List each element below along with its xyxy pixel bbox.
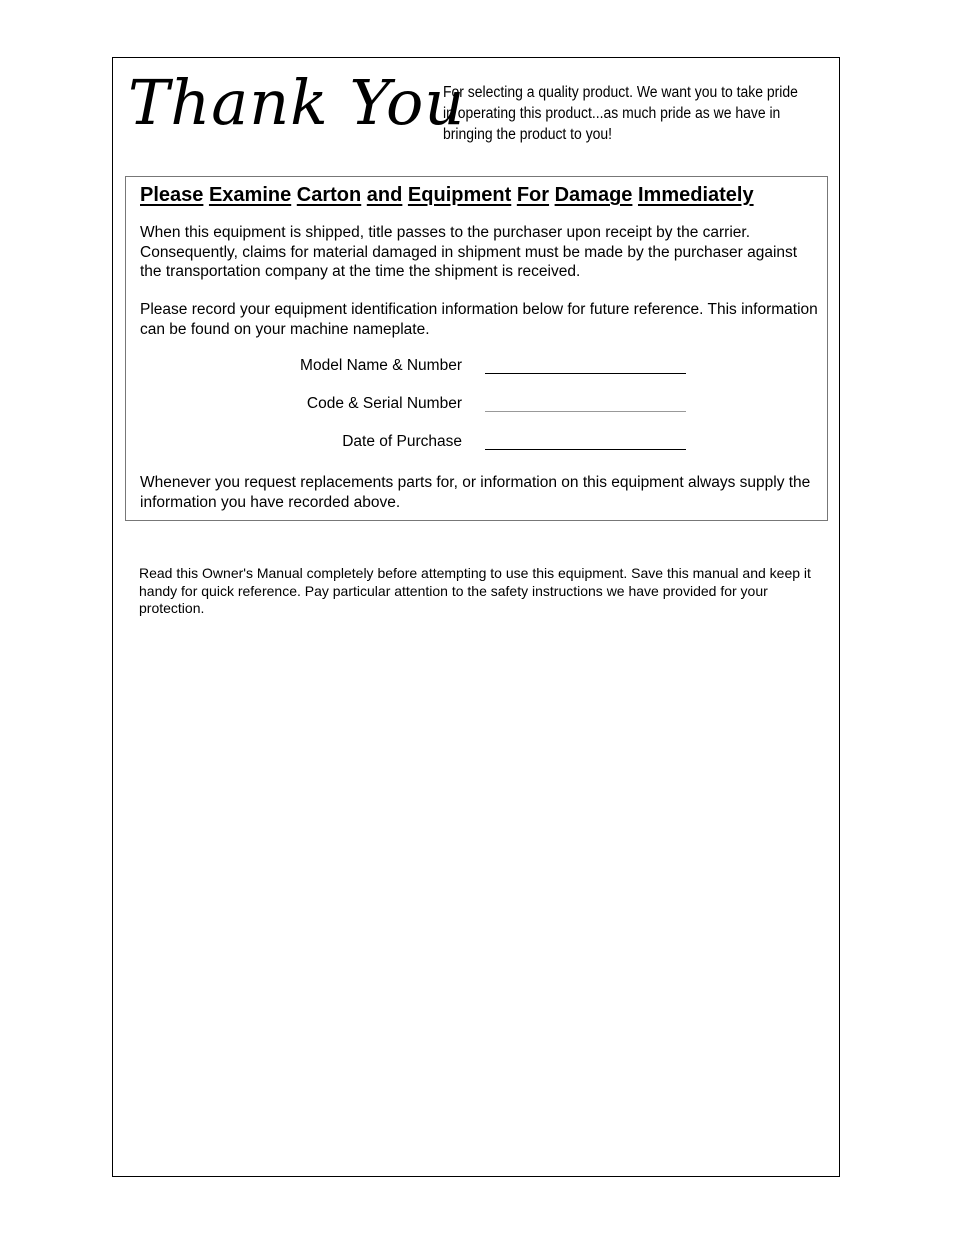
- heading-word: Equipment: [407, 184, 512, 206]
- heading-word: and: [366, 184, 403, 206]
- thank-you-title: Thank You: [128, 66, 466, 139]
- intro-text: For selecting a quality product. We want you to take pride in operating this product...as much pride as we have in bringing the product to you!: [443, 84, 798, 143]
- heading-word: Carton: [296, 184, 362, 206]
- heading-word: Damage: [554, 184, 633, 206]
- purchase-date-field-label: Date of Purchase: [342, 433, 462, 450]
- shipment-claims-paragraph: When this equipment is shipped, title passes to the purchaser upon receipt by the carrier. Consequently, claims for material damaged in shipment must be made by the purchaser against the transportation company at the time the shipment is received.: [140, 224, 798, 280]
- model-field-row: [140, 357, 700, 377]
- heading-word: Examine: [208, 184, 292, 206]
- purchase-date-field-row: [140, 433, 700, 453]
- serial-field-line[interactable]: [485, 411, 686, 412]
- heading-word: Please: [140, 184, 204, 206]
- owners-manual-note: Read this Owner's Manual completely before attempting to use this equipment. Save this manual and keep it handy for quick reference. Pay particular attention to the safety instructions we have provided for your protection.: [139, 565, 811, 616]
- serial-field-row: [140, 395, 700, 415]
- model-field-line[interactable]: [485, 373, 686, 374]
- serial-field-label: Code & Serial Number: [306, 395, 462, 412]
- damage-notice-heading: [140, 184, 754, 207]
- heading-word: For: [516, 184, 550, 206]
- model-field-label: Model Name & Number: [300, 357, 462, 374]
- purchase-date-field-line[interactable]: [485, 449, 686, 450]
- replacement-parts-paragraph: Whenever you request replacements parts for, or information on this equipment always supply the information you have recorded above.: [140, 474, 811, 511]
- record-info-paragraph: Please record your equipment identification information below for future reference. This information can be found on your machine nameplate.: [140, 301, 818, 338]
- heading-word: Immediately: [637, 184, 754, 206]
